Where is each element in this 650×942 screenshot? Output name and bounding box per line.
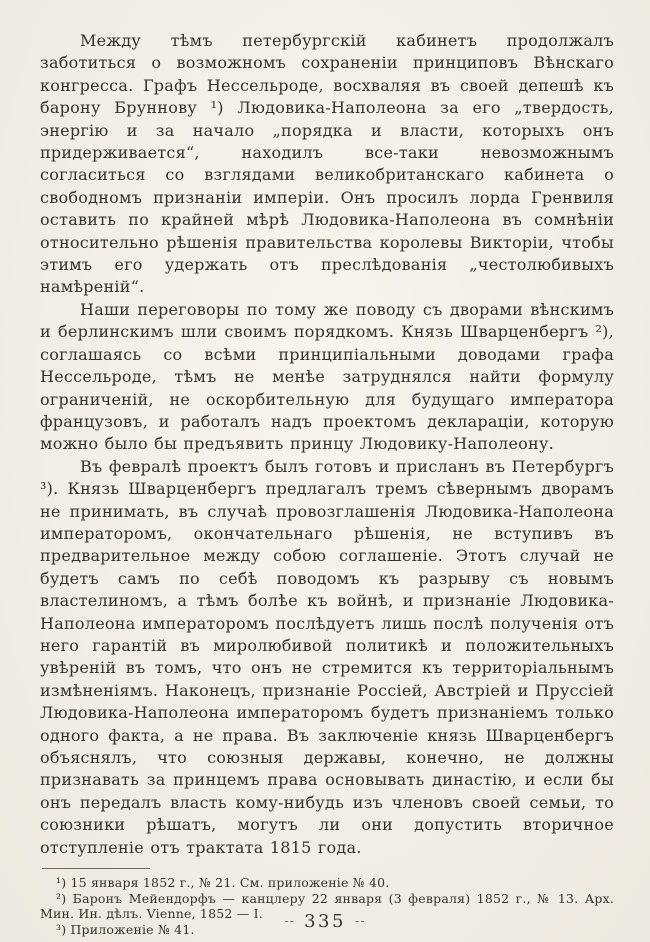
footnote: ¹) 15 января 1852 г., № 21. См. приложеніе № 40. [56, 875, 390, 891]
paragraph: Въ февралѣ проектъ былъ готовъ и присланъ въ Петербургъ ³). Князь Шварценбергъ предлагалъ тремъ сѣвернымъ дворамъ не принимать, въ случаѣ провозглашенія Людовика-Наполеона императоромъ, окончательнаго рѣшенія, не вступивъ въ предварительное между собою соглашеніе. Этотъ случай не будетъ самъ по себѣ поводомъ къ разрыву съ новымъ властелиномъ, а тѣмъ болѣе къ войнѣ, и признаніе Людовика-Наполеона императоромъ послѣдуетъ лишь послѣ полученія отъ него гарантій въ миролюбивой политикѣ и положительныхъ увѣреній въ томъ, что онъ не стремится къ территоріальнымъ измѣненіямъ. Наконецъ, признаніе Россіей, Австріей и Пруссіей Людовика-Наполеона императоромъ будетъ признаніемъ только одного факта, а не права. Въ заключеніе князь Шварценбергъ объяснялъ, что союзныя державы, конечно, не должны признавать за принцемъ права основывать династію, и если бы онъ передалъ власть кому-нибудь изъ членовъ своей семьи, то союзники рѣшатъ, могутъ ли они допустить вторичное отступленіе отъ трактата 1815 года. [40, 456, 614, 857]
body-text [40, 30, 614, 859]
paragraph: Между тѣмъ петербургскій кабинетъ продолжалъ заботиться о возможномъ сохраненіи принциповъ Вѣнскаго конгресса. Графъ Нессельроде, восхваляя въ своей депешѣ къ барону Бруннову ¹) Людовика-Наполеона за его „твердость, энергію и за начало „порядка и власти, которыхъ онъ придерживается“, находилъ все-таки невозможнымъ согласиться со взглядами великобританскаго кабинета о свободномъ признаніи имперіи. Онъ просилъ лорда Гренвиля оставить по крайней мѣрѣ Людовика-Наполеона въ сомнѣніи относительно рѣшенія правительства королевы Викторіи, чтобы этимъ его удержать отъ преслѣдованія „честолюбивыхъ намѣреній“. [40, 31, 614, 297]
paragraph: Наши переговоры по тому же поводу съ дворами вѣнскимъ и берлинскимъ шли своимъ порядкомъ. Князь Шварценбергъ ²), соглашаясь со всѣми принципіальными доводами графа Нессельроде, тѣмъ не менѣе затруднялся найти формулу ограниченій, не оскорбительную для будущаго императора французовъ, и работалъ надъ проектомъ деклараціи, которую можно было бы предъявить принцу Людовику-Наполеону. [40, 299, 614, 454]
page-number [0, 911, 650, 932]
page-number-value: 335 [304, 911, 346, 932]
footnote-divider [42, 868, 150, 869]
footnote: ³) Приложеніе № 41. [56, 921, 195, 937]
footnote: ²) Баронъ Мейендорфъ — канцлеру 22 января (3 февраля) 1852 г., № 13. Арх. Мин. Ин. дѣлъ. Vienne, 1852 — I. [40, 890, 614, 922]
page-number-dash-right: -- [354, 914, 366, 929]
page-number-dash-left: -- [284, 914, 296, 929]
